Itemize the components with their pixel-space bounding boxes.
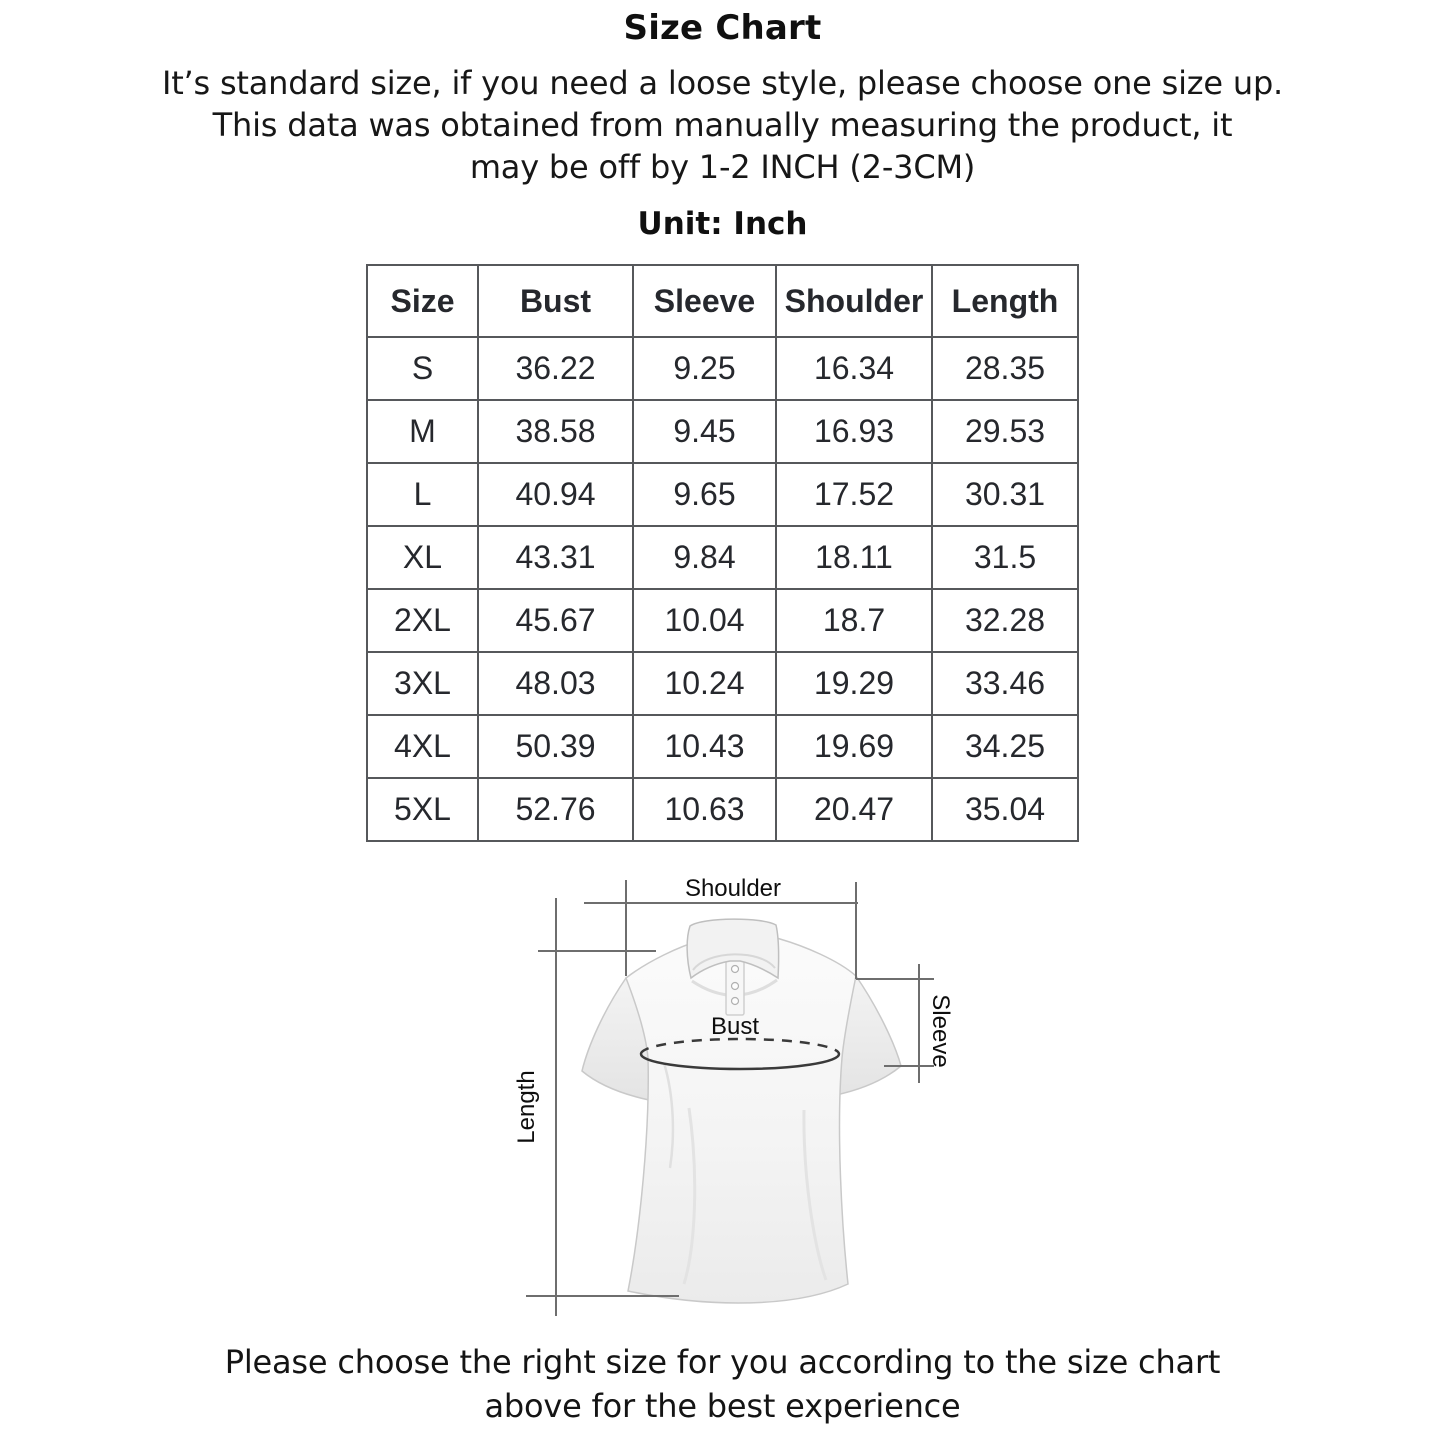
table-cell: 34.25 xyxy=(932,715,1078,778)
table-cell: M xyxy=(367,400,478,463)
placket-button xyxy=(732,998,739,1005)
table-cell: 29.53 xyxy=(932,400,1078,463)
table-cell: 10.43 xyxy=(633,715,776,778)
table-row xyxy=(367,652,1078,715)
measurement-diagram xyxy=(486,858,1006,1330)
table-cell: 10.24 xyxy=(633,652,776,715)
column-header-shoulder: Shoulder xyxy=(776,265,932,337)
table-cell: 9.25 xyxy=(633,337,776,400)
table-cell: 30.31 xyxy=(932,463,1078,526)
shoulder-label: Shoulder xyxy=(684,875,782,902)
table-cell: 36.22 xyxy=(478,337,633,400)
table-row xyxy=(367,778,1078,841)
column-header-length: Length xyxy=(932,265,1078,337)
footer-note xyxy=(0,1340,1445,1428)
table-row xyxy=(367,463,1078,526)
table-cell: XL xyxy=(367,526,478,589)
column-header-size: Size xyxy=(367,265,478,337)
sleeve-label: Sleeve xyxy=(927,994,954,1068)
size-note-line: It’s standard size, if you need a loose style, please choose one size up. xyxy=(161,64,1284,102)
table-cell: 17.52 xyxy=(776,463,932,526)
footer-note-line: above for the best experience xyxy=(484,1387,961,1425)
table-cell: 38.58 xyxy=(478,400,633,463)
table-row xyxy=(367,337,1078,400)
table-row xyxy=(367,589,1078,652)
bust-label: Bust xyxy=(710,1013,760,1040)
polo-shirt-graphic xyxy=(582,919,901,1303)
table-cell: 48.03 xyxy=(478,652,633,715)
table-cell: 18.7 xyxy=(776,589,932,652)
table-row xyxy=(367,400,1078,463)
table-cell: 16.93 xyxy=(776,400,932,463)
table-cell: 19.29 xyxy=(776,652,932,715)
footer-note-line: Please choose the right size for you according to the size chart xyxy=(224,1343,1221,1381)
size-table xyxy=(366,264,1079,842)
table-cell: 43.31 xyxy=(478,526,633,589)
table-cell: 52.76 xyxy=(478,778,633,841)
size-note xyxy=(0,62,1445,188)
table-cell: S xyxy=(367,337,478,400)
table-cell: 40.94 xyxy=(478,463,633,526)
table-cell: 9.84 xyxy=(633,526,776,589)
table-cell: 32.28 xyxy=(932,589,1078,652)
table-cell: 9.65 xyxy=(633,463,776,526)
table-cell: 5XL xyxy=(367,778,478,841)
placket-button xyxy=(732,966,739,973)
table-cell: 16.34 xyxy=(776,337,932,400)
table-cell: 28.35 xyxy=(932,337,1078,400)
table-cell: 31.5 xyxy=(932,526,1078,589)
table-cell: 33.46 xyxy=(932,652,1078,715)
size-note-line: may be off by 1-2 INCH (2-3CM) xyxy=(469,148,976,186)
size-note-line: This data was obtained from manually measuring the product, it xyxy=(212,106,1233,144)
unit-label: Unit: Inch xyxy=(637,206,808,242)
table-cell: 4XL xyxy=(367,715,478,778)
table-cell: 45.67 xyxy=(478,589,633,652)
table-cell: 18.11 xyxy=(776,526,932,589)
table-row xyxy=(367,526,1078,589)
table-cell: 9.45 xyxy=(633,400,776,463)
length-label: Length xyxy=(513,1070,540,1144)
column-header-sleeve: Sleeve xyxy=(633,265,776,337)
page-title: Size Chart xyxy=(623,8,822,48)
table-cell: 3XL xyxy=(367,652,478,715)
table-cell: 20.47 xyxy=(776,778,932,841)
table-cell: 50.39 xyxy=(478,715,633,778)
column-header-bust: Bust xyxy=(478,265,633,337)
table-cell: 10.63 xyxy=(633,778,776,841)
table-cell: 2XL xyxy=(367,589,478,652)
table-row xyxy=(367,715,1078,778)
table-cell: 35.04 xyxy=(932,778,1078,841)
placket-button xyxy=(732,983,739,990)
table-cell: 19.69 xyxy=(776,715,932,778)
table-cell: L xyxy=(367,463,478,526)
table-cell: 10.04 xyxy=(633,589,776,652)
table-header-row xyxy=(367,265,1078,337)
